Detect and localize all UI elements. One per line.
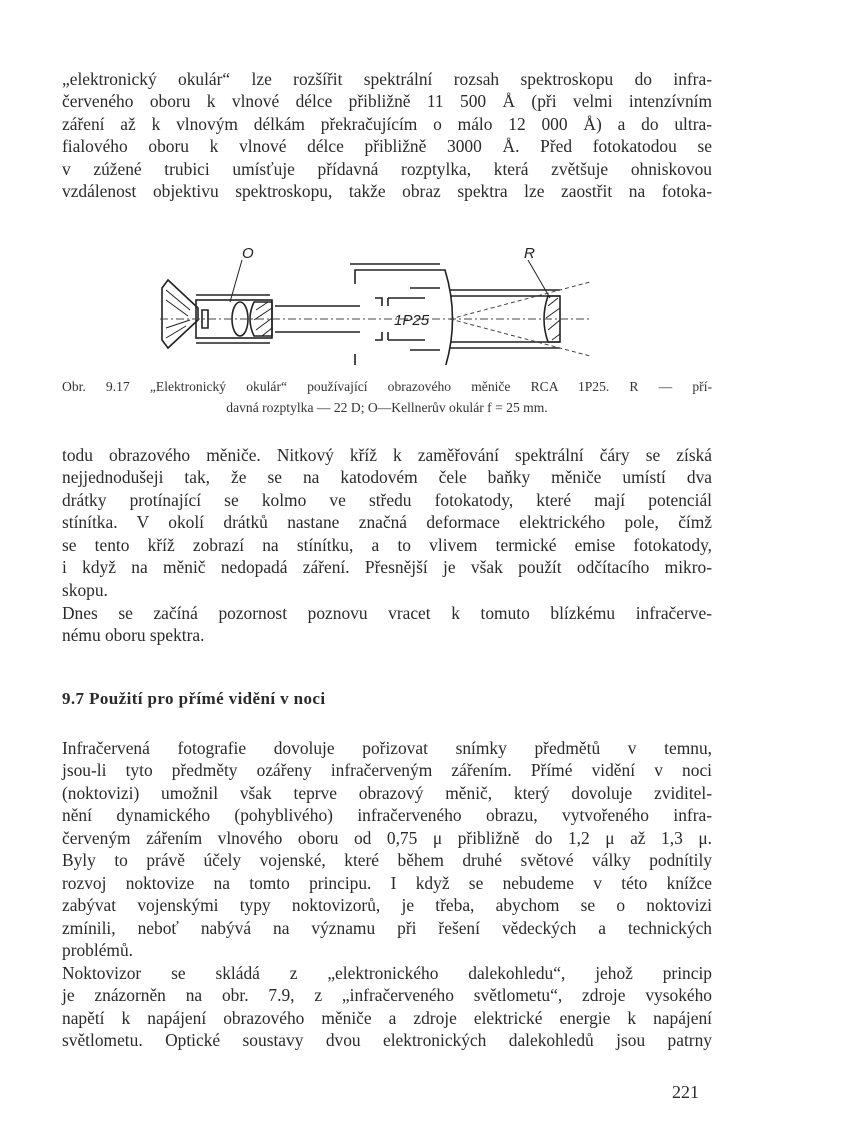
page-number: 221 xyxy=(672,1082,699,1102)
text-line: (noktovizi) umožnil však teprve obrazový měnič, který dovoluje zviditel- xyxy=(62,782,712,803)
paragraph-4 xyxy=(62,737,712,961)
text-line: Byly to právě účely vojenské, které během druhé světové války podnítily xyxy=(62,850,712,871)
text-line: Infračervená fotografie dovoluje pořizovat snímky předmětů v temnu, xyxy=(62,738,712,758)
section-heading: 9.7 Použití pro přímé vidění v noci xyxy=(62,689,326,708)
text-line: fialového oboru k vlnové délce přibližně 3000 Å. Před fotokatodou se xyxy=(62,136,712,157)
paragraph-3 xyxy=(62,602,712,647)
text-line: se tento kříž zobrazí na stínítku, a to vlivem termické emise fotokatody, xyxy=(62,534,712,555)
text-line: jsou-li tyto předměty ozářeny infračerveným zářením. Přímé vidění v noci xyxy=(62,760,712,781)
text-line: drátky protínající se kolmo ve středu fotokatody, které mají potenciál xyxy=(62,489,712,510)
text-line: „elektronický okulár“ lze rozšířit spektrální rozsah spektroskopu do infra- xyxy=(62,69,712,89)
text-line: nému oboru spektra. xyxy=(62,625,205,646)
text-line: skopu. xyxy=(62,579,108,600)
caption-line-1: Obr. 9.17 „Elektronický okulár“ používající obrazového měniče RCA 1P25. R — pří- xyxy=(62,379,712,394)
text-line: červeným zářením vlnového oboru od 0,75 μ přibližně do 1,2 μ až 1,3 μ. xyxy=(62,827,712,848)
text-line: vzdálenost objektivu spektroskopu, takže obraz spektra lze zaostřit na fotoka- xyxy=(62,181,712,202)
paragraph-2 xyxy=(62,444,712,601)
text-line: záření až k vlnovým délkám překračujícím o málo 12 000 Å) a do ultra- xyxy=(62,113,712,134)
caption-line-2: davná rozptylka — 22 D; O—Kellnerův okulár f = 25 mm. xyxy=(226,400,548,415)
figure-caption xyxy=(62,376,712,418)
text-line: todu obrazového měniče. Nitkový kříž k zaměřování spektrální čáry se získá xyxy=(62,445,712,465)
text-line: rozvoj noktovize na tomto principu. I když se nebudeme v této knížce xyxy=(62,872,712,893)
paragraph-5 xyxy=(62,962,712,1052)
text-line: Noktovizor se skládá z „elektronického dalekohledu“, jehož princip xyxy=(62,963,712,983)
text-line: nejjednodušeji tak, že se na katodovém čele baňky měniče umístí dva xyxy=(62,467,712,488)
text-line: v zúžené trubici umísťuje přídavná rozptylka, která zvětšuje ohniskovou xyxy=(62,158,712,179)
text-line: zmínili, neboť nabývá na významu při řešení vědeckých a technických xyxy=(62,917,712,938)
text-line: napětí k napájení obrazového měniče a zdroje elektrické energie k napájení xyxy=(62,1007,712,1028)
tube-label: 1P25 xyxy=(394,312,430,329)
text-line: zabývat vojenskými typy noktovizorů, je třeba, abychom se o noktovizi xyxy=(62,895,712,916)
text-line: nění dynamického (pohyblivého) infračerveného obrazu, vytvořeného infra- xyxy=(62,805,712,826)
label-o: O xyxy=(242,245,254,262)
text-line: problémů. xyxy=(62,939,133,960)
label-r: R xyxy=(524,245,535,262)
electronic-eyepiece-figure xyxy=(150,240,610,365)
text-line: i když na měnič nedopadá záření. Přesnější je však použít odčítacího mikro- xyxy=(62,557,712,578)
text-line: je znázorněn na obr. 7.9, z „infračerveného světlometu“, zdroje vysokého xyxy=(62,985,712,1006)
text-line: červeného oboru k vlnové délce přibližně 11 500 Å (při velmi intenzívním xyxy=(62,91,712,112)
text-line: stínítka. V okolí drátků nastane značná deformace elektrického pole, čímž xyxy=(62,512,712,533)
text-line: Dnes se začíná pozornost poznovu vracet k tomuto blízkému infračerve- xyxy=(62,603,712,623)
text-line: světlometu. Optické soustavy dvou elektronických dalekohledů jsou patrny xyxy=(62,1030,712,1051)
paragraph-1 xyxy=(62,68,712,203)
